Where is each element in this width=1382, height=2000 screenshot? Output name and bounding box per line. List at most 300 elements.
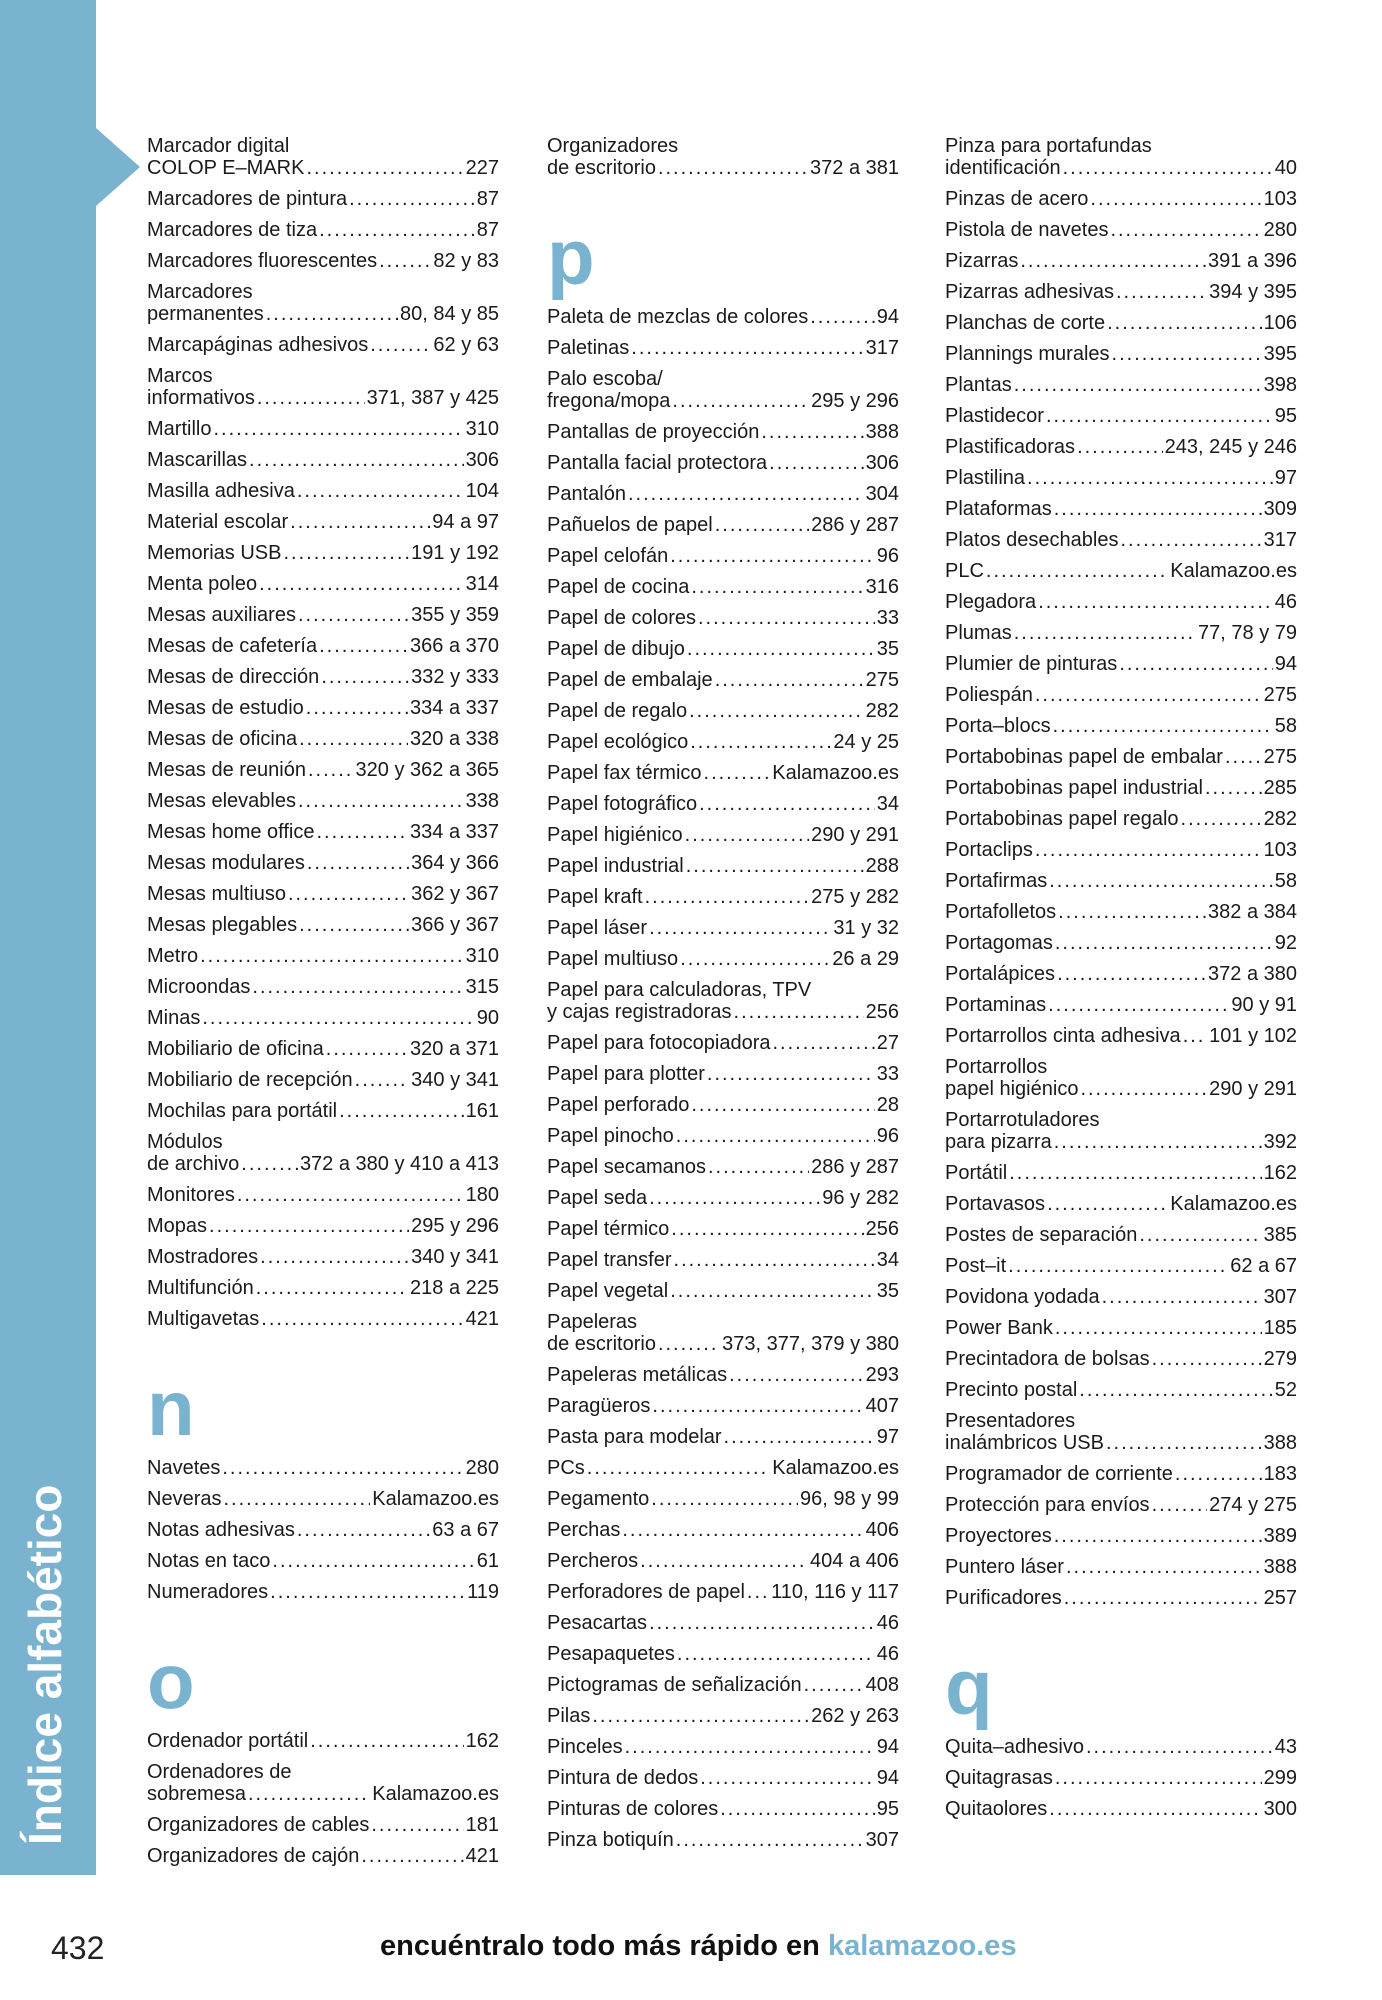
index-entry: [547, 762, 899, 793]
entry-term: Mobiliario de recepción: [147, 1069, 353, 1091]
entry-pages: 96: [876, 545, 899, 567]
entry-pages: 314: [465, 573, 499, 595]
entry-term-continued: identificación: [945, 157, 1061, 179]
entry-term: PLC: [945, 560, 984, 582]
entry-pages: 103: [1263, 839, 1297, 861]
entry-term-continued: y cajas registradoras: [547, 1001, 732, 1023]
index-entry: [945, 529, 1297, 560]
entry-term: Puntero láser: [945, 1556, 1064, 1578]
dot-leader: [1152, 1348, 1262, 1370]
dot-leader: [674, 1249, 875, 1271]
dot-leader: [1102, 1286, 1262, 1308]
entry-term: Percheros: [547, 1550, 639, 1572]
index-entry: [147, 821, 499, 852]
entry-pages: 299: [1263, 1767, 1297, 1789]
entry-term: Portaclips: [945, 839, 1033, 861]
entry-term: Papel higiénico: [547, 824, 683, 846]
entry-term: Papeleras metálicas: [547, 1364, 728, 1386]
index-entry: [547, 421, 899, 452]
index-entry: [945, 777, 1297, 808]
dot-leader: [690, 731, 831, 753]
index-entry: [547, 1032, 899, 1063]
index-entry: [945, 1379, 1297, 1410]
index-entry: [547, 1457, 899, 1488]
entry-pages: 373, 377, 379 y 380: [722, 1333, 899, 1355]
index-column-1: [147, 135, 499, 1876]
entry-pages: 320 y 362 a 365: [355, 759, 499, 781]
index-entry: [547, 545, 899, 576]
index-entry: [945, 1286, 1297, 1317]
index-entry: [147, 1277, 499, 1308]
entry-pages: 35: [876, 638, 899, 660]
entry-term: Metro: [147, 945, 199, 967]
entry-term: Papel multiuso: [547, 948, 679, 970]
index-entry: [547, 700, 899, 731]
dot-leader: [1080, 1078, 1207, 1100]
entry-term: Plumas: [945, 622, 1012, 644]
index-entry: [547, 1311, 899, 1364]
entry-pages: 183: [1263, 1463, 1297, 1485]
entry-pages: 280: [465, 1457, 499, 1479]
dot-leader: [1046, 405, 1273, 427]
dot-leader: [1055, 932, 1273, 954]
entry-term-continued: de archivo: [147, 1153, 240, 1175]
index-entry: [945, 808, 1297, 839]
entry-term: Portarrotuladores: [945, 1109, 1100, 1131]
entry-pages: 293: [865, 1364, 899, 1386]
entry-pages: 77, 78 y 79: [1198, 622, 1297, 644]
entry-term: Pintura de dedos: [547, 1767, 699, 1789]
entry-pages: 332 y 333: [411, 666, 499, 688]
entry-pages: 307: [1263, 1286, 1297, 1308]
index-entry: [547, 669, 899, 700]
entry-term: Minas: [147, 1007, 201, 1029]
entry-term: Perchas: [547, 1519, 621, 1541]
dot-leader: [1027, 467, 1273, 489]
dot-leader: [1009, 1162, 1261, 1184]
entry-pages: 33: [876, 607, 899, 629]
index-entry: [147, 1457, 499, 1488]
index-entry: [547, 1156, 899, 1187]
dot-leader: [288, 883, 409, 905]
entry-pages: 227: [465, 157, 499, 179]
dot-leader: [261, 1308, 463, 1330]
entry-pages: 394 y 395: [1209, 281, 1297, 303]
entry-term: Papel ecológico: [547, 731, 689, 753]
index-entry: [147, 759, 499, 790]
index-entry: [147, 666, 499, 697]
index-entry: [547, 1612, 899, 1643]
entry-pages: 306: [865, 452, 899, 474]
dot-leader: [290, 511, 430, 533]
entry-term: Pesapaquetes: [547, 1643, 675, 1665]
dot-leader: [747, 1581, 769, 1603]
entry-pages: 35: [876, 1280, 899, 1302]
entry-pages: 24 y 25: [833, 731, 899, 753]
dot-leader: [715, 514, 809, 536]
entry-pages: 275: [865, 669, 899, 691]
dot-leader: [700, 1767, 875, 1789]
entry-pages: 97: [1274, 467, 1297, 489]
entry-term: Povidona yodada: [945, 1286, 1100, 1308]
dot-leader: [321, 666, 409, 688]
entry-pages: 257: [1263, 1587, 1297, 1609]
entry-term: Precintadora de bolsas: [945, 1348, 1150, 1370]
index-entry: [945, 135, 1297, 188]
index-entry: [547, 1395, 899, 1426]
index-entry: [945, 901, 1297, 932]
entry-term: Material escolar: [147, 511, 289, 533]
entry-pages: 282: [1263, 808, 1297, 830]
entry-term: Pantallas de proyección: [547, 421, 760, 443]
dot-leader: [223, 1488, 370, 1510]
dot-leader: [587, 1457, 770, 1479]
index-entry: [147, 281, 499, 334]
entry-pages: 40: [1274, 157, 1297, 179]
entry-term: Paragüeros: [547, 1395, 651, 1417]
entry-pages: 63 a 67: [432, 1519, 499, 1541]
dot-leader: [1053, 715, 1273, 737]
dot-leader: [672, 390, 809, 412]
entry-pages: 338: [465, 790, 499, 812]
index-column-3: [945, 135, 1297, 1829]
dot-leader: [729, 1364, 864, 1386]
entry-term: Memorias USB: [147, 542, 282, 564]
entry-pages: 372 a 381: [810, 157, 899, 179]
index-entry: [945, 1056, 1297, 1109]
entry-pages: 185: [1263, 1317, 1297, 1339]
entry-pages: 256: [865, 1001, 899, 1023]
entry-pages: 295 y 296: [811, 390, 899, 412]
entry-term: Masilla adhesiva: [147, 480, 295, 502]
entry-term: Multifunción: [147, 1277, 254, 1299]
entry-pages: Kalamazoo.es: [372, 1783, 499, 1805]
entry-term: Papel de colores: [547, 607, 696, 629]
entry-term: Mopas: [147, 1215, 208, 1237]
dot-leader: [1020, 250, 1206, 272]
index-entry: [547, 979, 899, 1032]
dot-leader: [339, 1100, 464, 1122]
entry-pages: 310: [465, 418, 499, 440]
entry-pages: 28: [876, 1094, 899, 1116]
dot-leader: [810, 306, 875, 328]
entry-pages: 307: [865, 1829, 899, 1851]
entry-term: Marcador digital: [147, 135, 290, 157]
entry-pages: 280: [1263, 219, 1297, 241]
dot-leader: [319, 219, 475, 241]
entry-term: Programador de corriente: [945, 1463, 1173, 1485]
index-entry: [147, 188, 499, 219]
dot-leader: [1077, 436, 1163, 458]
dot-leader: [677, 1643, 875, 1665]
entry-term: Papel vegetal: [547, 1280, 669, 1302]
index-entry: [147, 511, 499, 542]
entry-term: Portagomas: [945, 932, 1053, 954]
entry-term: Plantas: [945, 374, 1012, 396]
index-entry: [147, 945, 499, 976]
index-entry: [147, 250, 499, 281]
index-entry: [547, 824, 899, 855]
entry-pages: 161: [465, 1100, 499, 1122]
entry-term: Marcos: [147, 365, 213, 387]
entry-pages: 94: [876, 1767, 899, 1789]
index-entry: [945, 1525, 1297, 1556]
index-entry: [147, 635, 499, 666]
dot-leader: [256, 1277, 408, 1299]
entry-term: Portabobinas papel regalo: [945, 808, 1179, 830]
dot-leader: [704, 762, 771, 784]
entry-term: Plastificadoras: [945, 436, 1076, 458]
entry-term: Pizarras: [945, 250, 1019, 272]
entry-term-continued: sobremesa: [147, 1783, 246, 1805]
entry-pages: 382 a 384: [1208, 901, 1297, 923]
entry-term: Papel para plotter: [547, 1063, 705, 1085]
entry-pages: 388: [1263, 1556, 1297, 1578]
index-entry: [547, 1643, 899, 1674]
index-entry: [945, 1317, 1297, 1348]
dot-leader: [379, 250, 431, 272]
entry-term: Notas adhesivas: [147, 1519, 295, 1541]
entry-term: Post–it: [945, 1255, 1007, 1277]
index-entry: [547, 1736, 899, 1767]
dot-leader: [1090, 188, 1261, 210]
entry-term: Marcadores de pintura: [147, 188, 348, 210]
index-entry: [147, 1308, 499, 1339]
entry-pages: 315: [465, 976, 499, 998]
entry-term: Plastidecor: [945, 405, 1044, 427]
entry-term: Perforadores de papel: [547, 1581, 745, 1603]
index-entry: [945, 1556, 1297, 1587]
entry-term: Papel fax térmico: [547, 762, 702, 784]
index-entry: [547, 1063, 899, 1094]
entry-term-continued: informativos: [147, 387, 255, 409]
dot-leader: [670, 1280, 875, 1302]
entry-term: Mochilas para portátil: [147, 1100, 338, 1122]
entry-term: Portarrollos cinta adhesiva: [945, 1025, 1181, 1047]
index-entry: [147, 1038, 499, 1069]
dot-leader: [649, 917, 831, 939]
entry-pages: 162: [1263, 1162, 1297, 1184]
dot-leader: [628, 483, 864, 505]
dot-leader: [698, 607, 875, 629]
dot-leader: [769, 452, 863, 474]
dot-leader: [676, 1829, 864, 1851]
entry-pages: 372 a 380: [1208, 963, 1297, 985]
entry-pages: 398: [1263, 374, 1297, 396]
entry-term: Mesas elevables: [147, 790, 296, 812]
entry-term: Pantalla facial protectora: [547, 452, 768, 474]
entry-pages: 320 a 371: [410, 1038, 499, 1060]
dot-leader: [299, 728, 408, 750]
entry-term: Ordenadores de: [147, 1761, 292, 1783]
entry-pages: 101 y 102: [1209, 1025, 1297, 1047]
dot-leader: [1064, 1587, 1262, 1609]
footer-site-link[interactable]: kalamazoo.es: [827, 1930, 1017, 1962]
entry-pages: 90: [476, 1007, 499, 1029]
entry-term: Módulos: [147, 1131, 223, 1153]
entry-pages: 162: [465, 1730, 499, 1752]
entry-pages: 275: [1263, 684, 1297, 706]
entry-pages: 243, 245 y 246: [1164, 436, 1297, 458]
entry-pages: 106: [1263, 312, 1297, 334]
entry-term: Plataformas: [945, 498, 1052, 520]
dot-leader: [222, 1457, 463, 1479]
index-entry: [945, 1798, 1297, 1829]
dot-leader: [270, 1581, 465, 1603]
index-entry: [547, 452, 899, 483]
entry-pages: 62 a 67: [1230, 1255, 1297, 1277]
dot-leader: [298, 790, 464, 812]
entry-pages: 61: [476, 1550, 499, 1572]
dot-leader: [249, 449, 464, 471]
entry-pages: 286 y 287: [811, 1156, 899, 1178]
index-entry: [945, 839, 1297, 870]
entry-pages: 33: [876, 1063, 899, 1085]
index-entry: [147, 1100, 499, 1131]
footer-tagline: [380, 1930, 1017, 1963]
entry-term: Planchas de corte: [945, 312, 1106, 334]
entry-term: Presentadores: [945, 1410, 1076, 1432]
entry-term: Pantalón: [547, 483, 626, 505]
index-entry: [945, 994, 1297, 1025]
entry-term: Mesas de oficina: [147, 728, 298, 750]
dot-leader: [252, 976, 463, 998]
entry-term: Poliespán: [945, 684, 1033, 706]
entry-term: Portafirmas: [945, 870, 1048, 892]
entry-term: Mesas de cafetería: [147, 635, 318, 657]
dot-leader: [1014, 622, 1196, 644]
index-entry: [945, 560, 1297, 591]
entry-term: Mesas modulares: [147, 852, 305, 874]
entry-term: Martillo: [147, 418, 212, 440]
dot-leader: [1049, 870, 1273, 892]
dot-leader: [371, 1814, 463, 1836]
entry-pages: 366 a 370: [410, 635, 499, 657]
index-column-2: [547, 135, 899, 1860]
entry-pages: 316: [865, 576, 899, 598]
entry-pages: 408: [865, 1674, 899, 1696]
dot-leader: [1055, 1317, 1262, 1339]
entry-term-continued: de escritorio: [547, 157, 656, 179]
entry-pages: 340 y 341: [411, 1246, 499, 1268]
dot-leader: [1048, 994, 1229, 1016]
entry-term: Portátil: [945, 1162, 1008, 1184]
section-letter: p: [547, 213, 595, 301]
entry-term-continued: papel higiénico: [945, 1078, 1079, 1100]
entry-term: Mesas home office: [147, 821, 315, 843]
dot-leader: [272, 1550, 474, 1572]
entry-term: Quitaolores: [945, 1798, 1048, 1820]
entry-pages: 180: [465, 1184, 499, 1206]
entry-pages: Kalamazoo.es: [772, 1457, 899, 1479]
index-entry: [945, 1025, 1297, 1056]
entry-pages: 58: [1274, 715, 1297, 737]
entry-pages: 290 y 291: [1209, 1078, 1297, 1100]
dot-leader: [645, 886, 810, 908]
index-entry: [945, 498, 1297, 529]
dot-leader: [1063, 157, 1273, 179]
entry-term: Power Bank: [945, 1317, 1053, 1339]
dot-leader: [1106, 1432, 1262, 1454]
entry-pages: 275 y 282: [811, 886, 899, 908]
index-entry: [147, 480, 499, 511]
entry-term: Papel de dibujo: [547, 638, 685, 660]
dot-leader: [298, 604, 409, 626]
dot-leader: [1014, 374, 1262, 396]
entry-term: Papel seda: [547, 1187, 648, 1209]
dot-leader: [1110, 219, 1261, 241]
dot-leader: [297, 480, 464, 502]
entry-pages: 282: [865, 700, 899, 722]
entry-pages: 406: [865, 1519, 899, 1541]
entry-term: Pistola de navetes: [945, 219, 1109, 241]
dot-leader: [720, 1798, 875, 1820]
index-entry: [147, 1215, 499, 1246]
entry-pages: 364 y 366: [411, 852, 499, 874]
entry-term: Ordenador portátil: [147, 1730, 309, 1752]
dot-leader: [1008, 1255, 1228, 1277]
entry-term: Papel kraft: [547, 886, 643, 908]
section-letter: o: [147, 1637, 195, 1725]
dot-leader: [1038, 591, 1273, 613]
entry-term: Mesas de estudio: [147, 697, 304, 719]
entry-term: Precinto postal: [945, 1379, 1078, 1401]
entry-term: Pictogramas de señalización: [547, 1674, 802, 1696]
index-entry: [945, 963, 1297, 994]
entry-pages: 288: [865, 855, 899, 877]
entry-term: Paletinas: [547, 337, 630, 359]
index-entry: [547, 1674, 899, 1705]
entry-pages: 286 y 287: [811, 514, 899, 536]
entry-term: Papel transfer: [547, 1249, 672, 1271]
entry-term: Portaminas: [945, 994, 1047, 1016]
entry-pages: 317: [865, 337, 899, 359]
index-entry: [147, 418, 499, 449]
entry-pages: 34: [876, 1249, 899, 1271]
index-entry: [945, 1348, 1297, 1379]
dot-leader: [652, 1395, 863, 1417]
entry-pages: 309: [1263, 498, 1297, 520]
entry-pages: 389: [1263, 1525, 1297, 1547]
dot-leader: [1205, 777, 1262, 799]
entry-pages: 90 y 91: [1231, 994, 1297, 1016]
index-entry: [547, 948, 899, 979]
entry-term: Mesas plegables: [147, 914, 298, 936]
entry-pages: 407: [865, 1395, 899, 1417]
index-entry: [547, 1705, 899, 1736]
index-entry: [547, 1218, 899, 1249]
entry-pages: 391 a 396: [1208, 250, 1297, 272]
dot-leader: [1225, 746, 1262, 768]
index-entry: [945, 374, 1297, 405]
entry-pages: 295 y 296: [411, 1215, 499, 1237]
dot-leader: [658, 1333, 720, 1355]
entry-term: Papeleras: [547, 1311, 638, 1333]
entry-term: Pañuelos de papel: [547, 514, 713, 536]
index-entry: [547, 337, 899, 368]
dot-leader: [691, 1094, 874, 1116]
index-entry: [945, 1587, 1297, 1618]
entry-pages: 46: [1274, 591, 1297, 613]
entry-term: Papel perforado: [547, 1094, 690, 1116]
entry-pages: 46: [876, 1612, 899, 1634]
dot-leader: [631, 337, 863, 359]
dot-leader: [308, 759, 354, 781]
index-entry: [945, 1767, 1297, 1798]
index-entry: [547, 1364, 899, 1395]
entry-term: Papel celofán: [547, 545, 669, 567]
entry-term: Papel industrial: [547, 855, 684, 877]
